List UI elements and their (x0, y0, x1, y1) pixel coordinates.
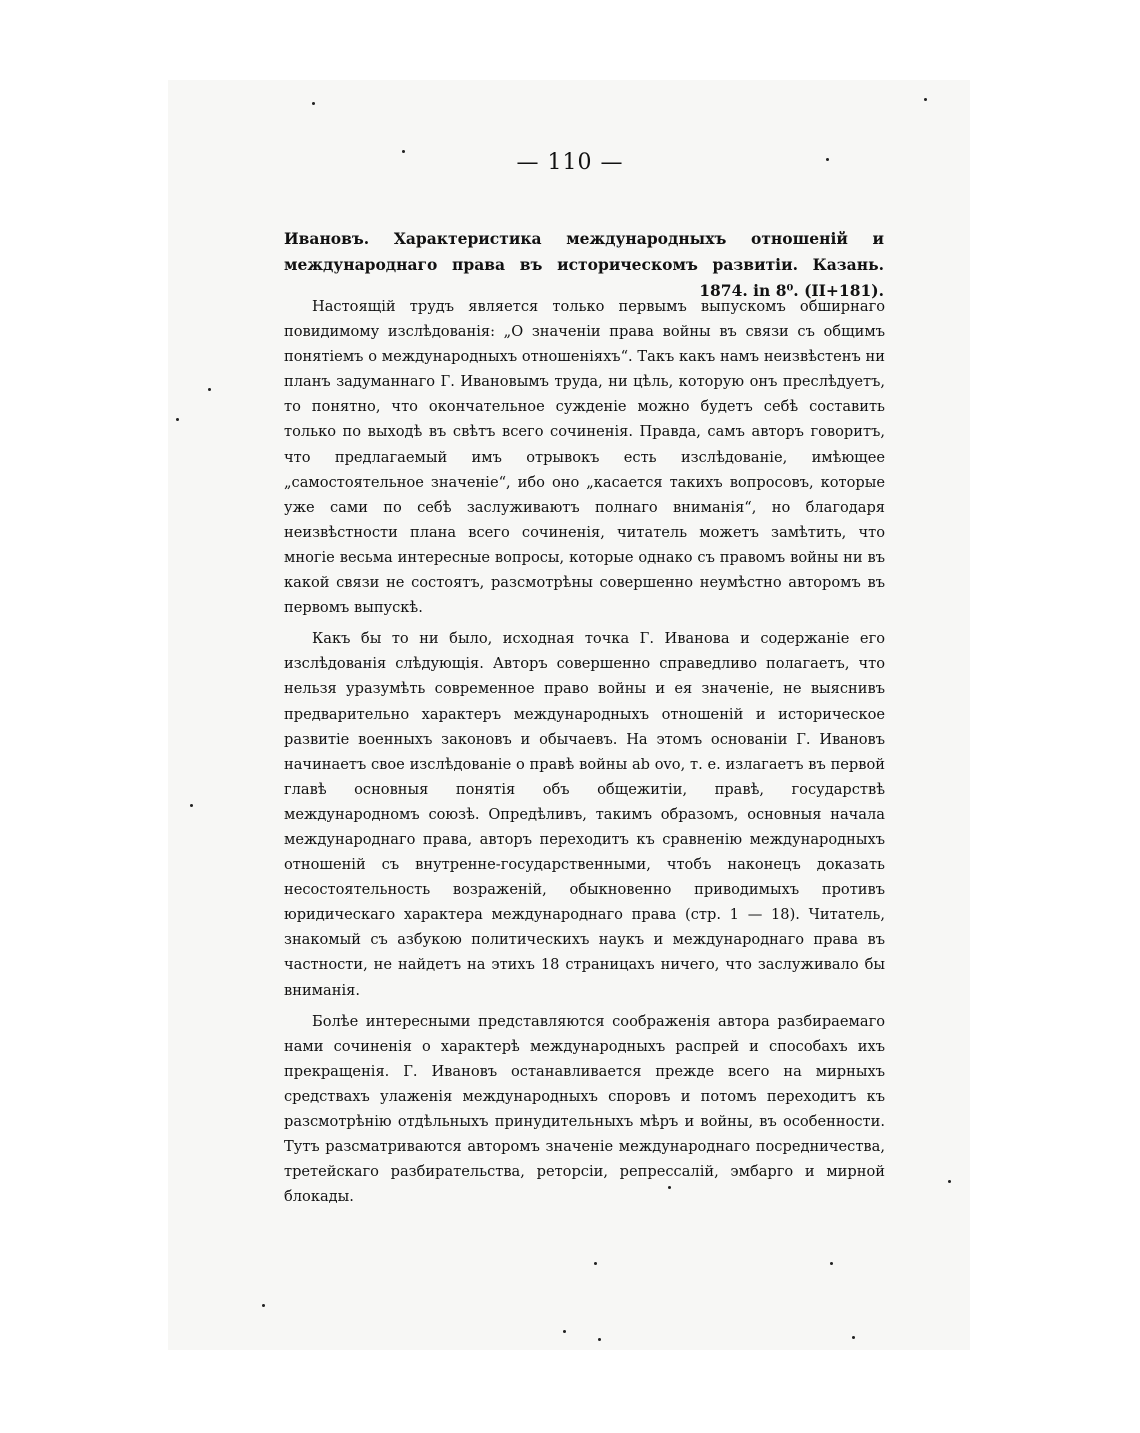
scan-speck (852, 1336, 855, 1339)
scan-speck (594, 1262, 597, 1265)
scan-speck (948, 1180, 951, 1183)
scan-speck (312, 102, 315, 105)
scan-speck (826, 158, 829, 161)
scan-speck (563, 1330, 566, 1333)
scan-speck (924, 98, 927, 101)
scan-speck (830, 1262, 833, 1265)
scan-speck (176, 418, 179, 421)
bibliographic-entry: Ивановъ. Характеристика международныхъ отношеній и международнаго права въ историческомъ развитіи. Казань. 1874. in 8⁰. (II+181). (284, 229, 884, 300)
paragraph-1: Настоящій трудъ является только первымъ выпускомъ обширнаго повидимому изслѣдованія: „О значеніи права войны въ связи съ общимъ понятіемъ о международныхъ отношеніяхъ“. Такъ какъ намъ неизвѣстенъ ни планъ задуманнаго Г. Ивановымъ труда, ни цѣль, которую онъ преслѣдуетъ, то понятно, что окончательное сужденіе можно будетъ себѣ составить только по выходѣ въ свѣтъ всего сочиненія. Правда, самъ авторъ говоритъ, что предлагаемый имъ отрывокъ есть изслѣдованіе, имѣющее „самостоятельное значеніе“, ибо оно „касается такихъ вопросовъ, которые уже сами по себѣ заслуживаютъ полнаго вниманія“, но благодаря неизвѣстности плана всего сочиненія, читатель можетъ замѣтить, что многіе весьма интересные вопросы, которые однако съ правомъ войны ни въ какой связи не состоятъ, разсмотрѣны совершенно неумѣстно авторомъ въ первомъ выпускѣ. (284, 298, 885, 617)
scan-speck (190, 804, 193, 807)
scan-speck (402, 150, 405, 153)
scan-speck (262, 1304, 265, 1307)
paragraph-2: Какъ бы то ни было, исходная точка Г. Иванова и содержаніе его изслѣдованія слѣдующія. Авторъ совершенно справедливо полагаетъ, что нельзя уразумѣть современное право войны и ея значеніе, не выяснивъ предварительно характеръ международныхъ отношеній и историческое развитіе военныхъ законовъ и обычаевъ. На этомъ основаніи Г. Ивановъ начинаетъ свое изслѣдованіе о правѣ войны ab ovo, т. е. излагаетъ въ первой главѣ основныя понятія объ общежитіи, правѣ, государствѣ международномъ союзѣ. Опредѣливъ, такимъ образомъ, основныя начала международнаго права, авторъ переходитъ къ сравненію международныхъ отношеній съ внутренне-государственными, чтобъ наконецъ доказать несостоятельность возраженій, обыкновенно приводимыхъ противъ юридическаго характера международнаго права (стр. 1 — 18). Читатель, знакомый съ азбукою политическихъ наукъ и международнаго права въ частности, не найдетъ на этихъ 18 страницахъ ничего, что заслуживало бы вниманія. (284, 630, 885, 999)
scan-speck (208, 388, 211, 391)
page-number: — 110 — (516, 150, 624, 175)
scan-speck (598, 1338, 601, 1341)
paragraph-3: Болѣе интересными представляются соображенія автора разбираемаго нами сочиненія о характерѣ международныхъ распрей и способахъ ихъ прекращенія. Г. Ивановъ останавливается прежде всего на мирныхъ средствахъ улаженія международныхъ споровъ и потомъ переходитъ къ разсмотрѣнію отдѣльныхъ принудительныхъ мѣръ и войны, въ особенности. Тутъ разсматриваются авторомъ значеніе международнаго посредничества, третейскаго разбирательства, реторсіи, репрессалій, эмбарго и мирной блокады. (284, 1012, 885, 1206)
review-body (284, 294, 885, 1209)
scan-speck (668, 1186, 671, 1189)
